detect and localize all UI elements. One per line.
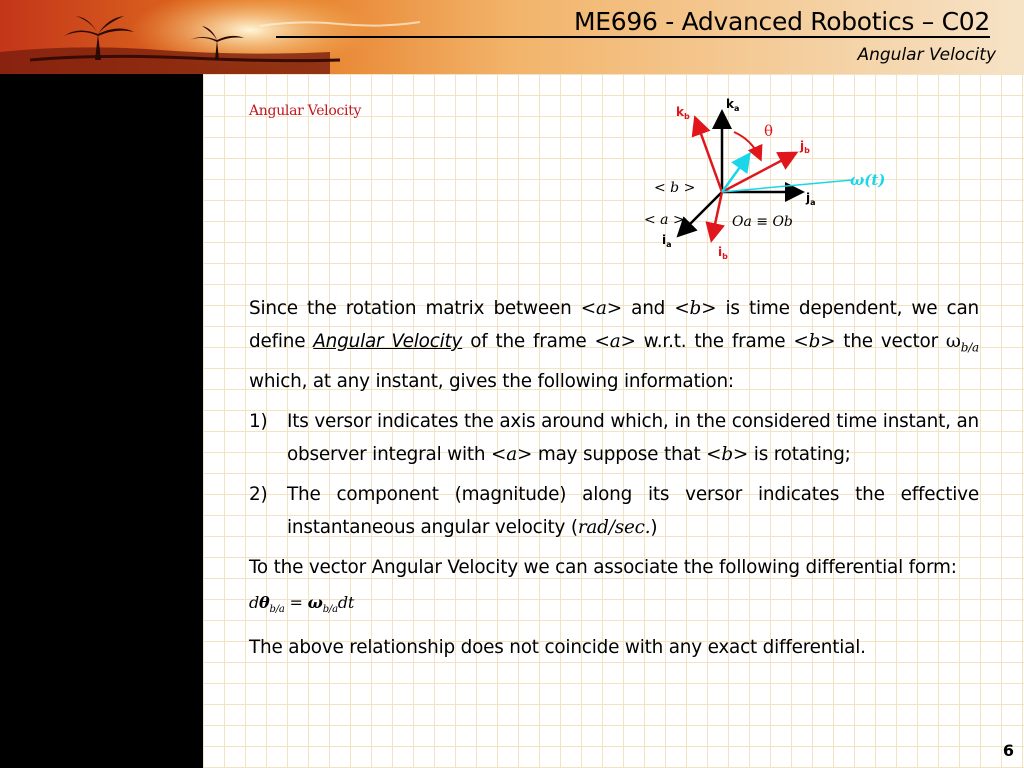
- axis-ia: [680, 192, 722, 234]
- list-item: 1) Its versor indicates the axis around which, in the considered time instant, an observer integral with <a> may suppose that <b> is rotating;: [249, 410, 979, 465]
- page-number: 6: [1002, 741, 1014, 760]
- label-kb: $k_b$: [676, 105, 690, 121]
- label-omega: ω(t): [850, 171, 886, 189]
- label-ja: $j_a$: [806, 191, 816, 207]
- paragraph-intro: Since the rotation matrix between <a> and <b> is time dependent, we can define Angular Velocity of the frame <a> w.r.t. the frame <b> the vector $\omega_{b/a}$ which, at any instant, gives the following information:: [249, 298, 979, 392]
- omega-vector: [722, 156, 748, 192]
- slide-body: [249, 292, 979, 664]
- label-frame-a: < a >: [644, 212, 685, 228]
- section-title: Angular Velocity: [249, 103, 362, 119]
- header-banner: [0, 0, 1024, 74]
- differential-formula: $d\theta_{b/a} = \omega_{b/a}dt$: [249, 592, 355, 615]
- frames-diagram: [630, 92, 900, 272]
- label-ib: $i_b$: [718, 245, 728, 261]
- list-item: 2) The component (magnitude) along its versor indicates the effective instantaneous angular velocity (rad/sec.): [249, 483, 979, 538]
- slide-subtitle: Angular Velocity: [857, 45, 996, 65]
- left-black-bar: [0, 74, 203, 768]
- label-origin: Oa ≡ Ob: [732, 214, 793, 230]
- label-ka: $k_a$: [726, 97, 740, 113]
- label-frame-b: < b >: [654, 180, 696, 196]
- paragraph-differential: To the vector Angular Velocity we can associate the following differential form:: [249, 556, 957, 578]
- title-underline: [276, 36, 990, 38]
- rotation-arc: [734, 132, 760, 158]
- label-ia: $i_a$: [662, 233, 672, 249]
- axis-kb: [696, 120, 722, 192]
- paragraph-conclusion: The above relationship does not coincide with any exact differential.: [249, 636, 866, 658]
- label-theta: θ: [764, 122, 774, 140]
- label-jb: $j_b$: [800, 139, 810, 155]
- slide-title: ME696 - Advanced Robotics – C02: [573, 7, 990, 36]
- term-angular-velocity: Angular Velocity: [313, 331, 463, 352]
